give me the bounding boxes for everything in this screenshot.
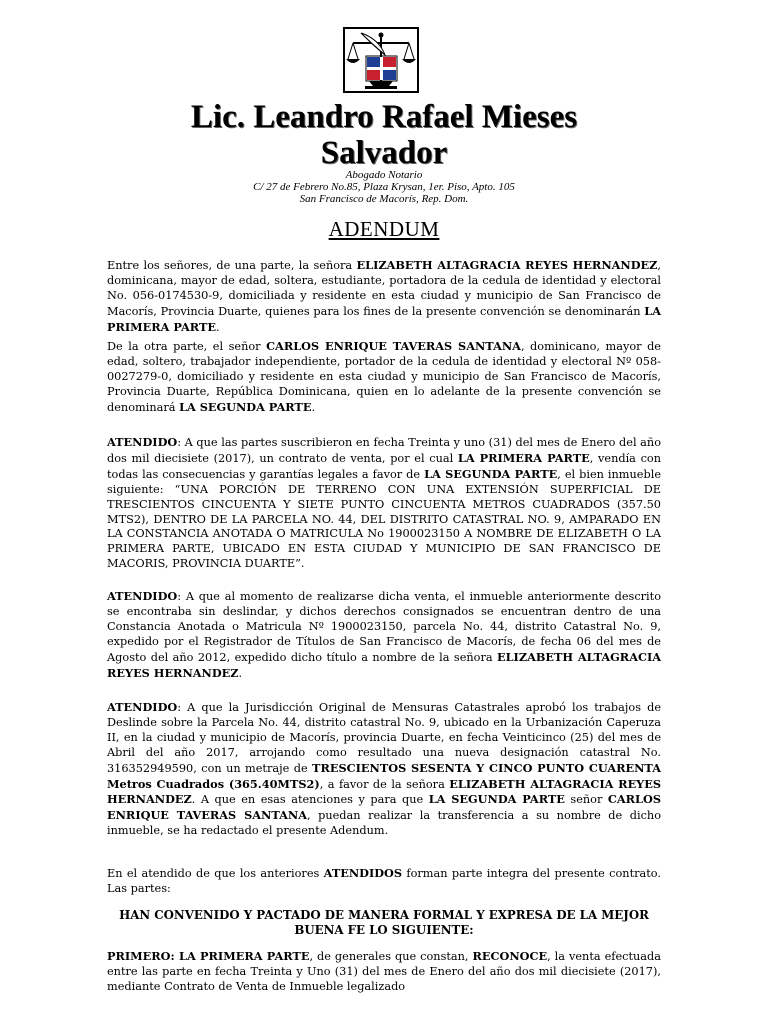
text: forman parte integra del presente contrato. Las partes: [107, 867, 661, 895]
text: , el bien inmueble siguiente: “UNA PORCIÓN DE TERRENO CON UNA EXTENSIÓN SUPERFICIAL DE TRESCIENTOS CINCUENTA Y SIETE PUNTO CINCUENTA METROS CUADRADOS (357.50 MTS2), DENTRO DE LA PARCELA NO. 44, DEL DISTRITO CATASTRAL NO. 9, AMPARADO EN LA CONSTANCIA ANOTADA O MATRICULA No 1900023150 A NOMBRE DE ELIZABETH O LA PRIMERA PARTE, UBICADO EN ESTA CIUDAD Y MUNICIPIO DE SAN FRANCISCO DE MACORIS, PROVINCIA DUARTE”. [107, 467, 662, 571]
text: , la venta efectuada entre las parte en fecha Treinta y Uno (31) del mes de Enero del año dos mil diecisiete (2017), mediante Contrato de Venta de Inmueble legalizado [107, 950, 661, 993]
lawyer-name-line1: Lic. Leandro Rafael Mieses [190, 99, 578, 135]
text: . A que en esas atenciones y para que [191, 793, 429, 807]
party-label: LA SEGUNDA PARTE [424, 466, 558, 481]
paragraph-second-party [107, 339, 661, 416]
text: . [311, 400, 316, 414]
area-amount: TRESCIENTOS SESENTA Y CINCO PUNTO CUARENTA Metros Cuadrados (365.40MTS2) [107, 760, 661, 791]
party-name: ELIZABETH ALTAGRACIA REYES HERNANDEZ [107, 776, 662, 807]
reconoce-label: RECONOCE [472, 949, 548, 963]
party-label: LA PRIMERA PARTE [457, 450, 590, 465]
text: señor [564, 793, 608, 807]
text: , puedan realizar la transferencia a su nombre de dicho inmueble, se ha redactado el presente Adendum. [107, 809, 662, 838]
lawyer-name-line2: Salvador [320, 135, 448, 171]
text: , dominicana, mayor de edad, soltera, estudiante, portadora de la cedula de identidad y electoral No. 056-0174530-9, domiciliada y residente en esta ciudad y municipio de San Francisco de Macorís, Provincia Duarte, quienes para los fines de la presente convención se denominarán [107, 259, 661, 318]
paragraph-atendido-3 [107, 700, 661, 839]
clause-label: PRIMERO: LA PRIMERA PARTE [107, 949, 310, 963]
text: De la otra parte, el señor [107, 340, 267, 353]
office-address: C/ 27 de Febrero No.85, Plaza Krysan, 1er. Piso, Apto. 105 [253, 181, 515, 193]
text: , vendía con todas las consecuencias y garantías legales a favor de [107, 451, 661, 481]
paragraph-atendido-1 [107, 435, 661, 572]
party-name: CARLOS ENRIQUE TAVERAS SANTANA [266, 339, 521, 353]
atendidos-label: ATENDIDOS [323, 866, 403, 880]
party-name: ELIZABETH ALTAGRACIA REYES HERNANDEZ [107, 649, 662, 680]
paragraph-primero [107, 949, 661, 995]
atendido-label: ATENDIDO [107, 700, 178, 714]
party-name: ELIZABETH ALTAGRACIA REYES HERNANDEZ [356, 258, 658, 272]
text: En el atendido de que los anteriores [107, 867, 324, 880]
atendido-label: ATENDIDO [107, 589, 178, 603]
text: . [238, 666, 243, 680]
text: , dominicano, mayor de edad, soltero, trabajador independiente, portador de la cedula de identidad y electoral Nº 058-0027279-0, domiciliado y residente en esta ciudad y municipio de San Francisco de Macorís, Provincia Duarte, República Dominicana, quien en lo adelante de la presente convención se denominará [107, 340, 661, 414]
party-label: LA PRIMERA PARTE [107, 303, 661, 334]
text: : A que la Jurisdicción Original de Mensuras Catastrales aprobó los trabajos de Deslinde sobre la Parcela No. 44, distrito catastral No. 9, ubicado en la Urbanización Caperuza II, en la ciudad y municipio de Macorís, provincia Duarte, en fecha Veinticinco (25) del mes de Abril del año 2017, arrojando como resultado una nueva designación catastral No. 316352949590, con un metraje de [107, 701, 661, 775]
text: . [216, 320, 220, 334]
text: , de generales que constan, [309, 950, 473, 963]
text: Entre los señores, de una parte, la señora [107, 259, 357, 272]
paragraph-atendido-2 [107, 589, 661, 681]
atendido-label: ATENDIDO [107, 435, 178, 449]
document-title: ADENDUM [328, 217, 440, 241]
party-label: LA SEGUNDA PARTE [428, 792, 565, 807]
party-label: LA SEGUNDA PARTE [179, 399, 312, 414]
office-city: San Francisco de Macorís, Rep. Dom. [299, 193, 469, 205]
text: , a favor de la señora [319, 777, 450, 791]
text: : A que las partes suscribieron en fecha Treinta y uno (31) del mes de Enero del año dos mil diecisiete (2017), un contrato de venta, por el cual [107, 436, 661, 465]
paragraph-first-party [107, 258, 661, 336]
paragraph-atendidos-summary [107, 866, 661, 897]
text: : A que al momento de realizarse dicha venta, el inmueble anteriormente descrito se encontraba sin deslindar, y dichos derechos consignados se encuentran dentro de una Constancia Anotada o Matricula Nº 1900023150, parcela No. 44, distrito Catastral No. 9, expedido por el Registrador de Títulos de San Francisco de Macorís, de fecha 06 del mes de Agosto del año 2012, expedido dicho título a nombre de la señora [107, 590, 661, 664]
notary-logo-icon [343, 27, 419, 93]
lawyer-title: Abogado Notario [345, 169, 423, 181]
party-name: CARLOS ENRIQUE TAVERAS SANTANA [107, 792, 661, 823]
agreement-heading: HAN CONVENIDO Y PACTADO DE MANERA FORMAL Y EXPRESA DE LA MEJOR BUENA FE LO SIGUIENTE: [119, 908, 649, 937]
